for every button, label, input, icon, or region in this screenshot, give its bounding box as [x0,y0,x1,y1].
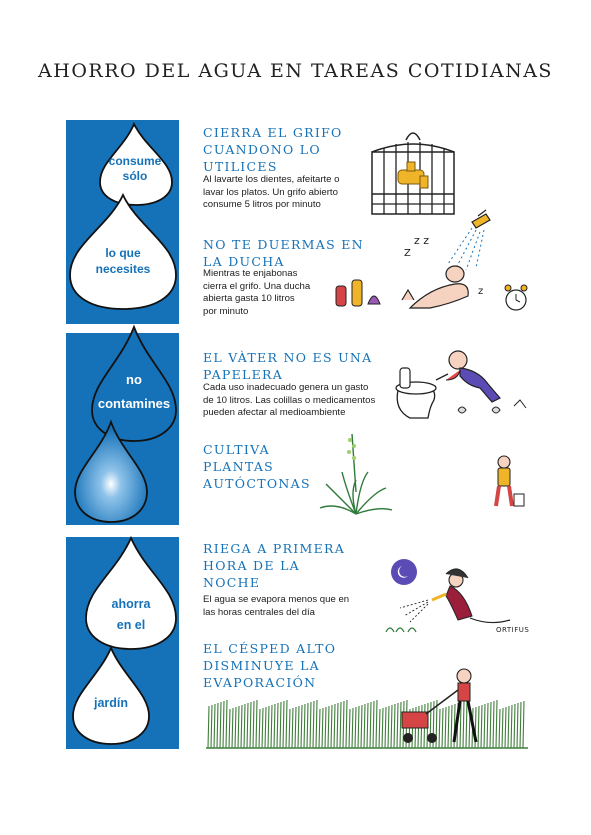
grass-blade [520,702,521,748]
grass-blade [349,709,350,748]
svg-text:z z: z z [414,234,430,247]
drop-text-jardin: jardín [93,696,129,710]
grass-blade [385,707,386,748]
grass-blade [481,705,482,748]
grass-blade [289,709,290,748]
lawnmower-grass-illustration [206,668,528,752]
grass-blade [307,703,308,748]
svg-text:Z: Z [404,248,411,259]
grass-blade [217,703,218,748]
grass-blade [262,708,263,748]
grass-blade [511,705,512,748]
grass-blade [358,706,359,748]
grass-blade [448,706,449,748]
tip-heading-vater: EL VÀTER NO ES UNA PAPELERA [203,350,373,382]
grass-blade [274,704,275,748]
grass-blade [355,707,356,748]
tip-heading-cesped: EL CÉSPED ALTO DISMINUYE LA EVAPORACIÓN [203,641,337,690]
toilet-trash-illustration [388,340,538,424]
grass-blade [319,709,320,748]
grass-blade [478,706,479,748]
grass-blade [502,708,503,748]
grass-blade [334,704,335,748]
grass-blade [376,700,377,748]
tip-text-vater: Cada uso inadecuado genera un gasto de 10 litros. Las colillas o medicamentos pueden afectar al medioambiente [203,382,376,418]
grass-blade [370,702,371,748]
grass-blade [397,703,398,748]
grass-blade [322,708,323,748]
grass-blade [256,700,257,748]
grass-blade [301,705,302,748]
drop-text-ahorra: ahorra en el [111,597,151,632]
grass-blade [271,705,272,748]
agave-plant-illustration [316,432,536,528]
grass-blade [391,705,392,748]
grass-blade [220,702,221,748]
grass-blade [442,708,443,748]
tip-text-riega: El agua se evapora menos que en las horas centrales del día [203,594,350,618]
artist-signature: ORTIFUS [496,626,530,634]
grass-blade [514,704,515,748]
grass-blade [400,702,401,748]
tip-heading-grifo: CIERRA EL GRIFO CUANDONO LO UTILICES [203,125,343,174]
grass-blade [523,701,524,748]
grass-blade [250,702,251,748]
grass-blade [241,705,242,748]
grass-blade [247,703,248,748]
tip-heading-ducha: NO TE DUERMAS EN LA DUCHA [203,237,364,269]
grass-blade [343,701,344,748]
grass-blade [208,706,209,748]
grass-blade [463,701,464,748]
grass-blade [316,700,317,748]
grass-blade [310,702,311,748]
grass-blade [328,706,329,748]
grass-blade [496,700,497,748]
water-drop-4 [72,420,150,524]
grass-blade [373,701,374,748]
grass-blade [235,707,236,748]
grass-blade [253,701,254,748]
grass-blade [451,705,452,748]
grass-blade [364,704,365,748]
tap-cage-illustration [362,124,462,220]
grass-blade [298,706,299,748]
tip-text-grifo: Al lavarte los dientes, afeitarte o lavar los platos. Un grifo abierto consume 5 litros por minuto [203,174,340,210]
drop-text-consume: consume sólo [108,154,162,183]
grass-blade [340,702,341,748]
tip-heading-plantas: CULTIVA PLANTAS AUTÓCTONAS [203,442,311,491]
grass-blade [493,701,494,748]
grass-blade [268,706,269,748]
grass-blade [508,706,509,748]
grass-blade [259,709,260,748]
grass-blade [313,701,314,748]
grass-blade [439,709,440,748]
grass-blade [361,705,362,748]
grass-blade [367,703,368,748]
tip-heading-riega: RIEGA A PRIMERA HORA DE LA NOCHE [203,541,346,590]
grass-blade [331,705,332,748]
grass-blade [445,707,446,748]
grass-blade [211,705,212,748]
grass-blade [292,708,293,748]
grass-blade [484,704,485,748]
grass-blade [388,706,389,748]
grass-blade [346,700,347,748]
grass-blade [280,702,281,748]
grass-blade [382,708,383,748]
grass-blade [352,708,353,748]
svg-text:z: z [478,286,484,297]
grass-blade [487,703,488,748]
grass-blade [265,707,266,748]
grass-blade [517,703,518,748]
grass-blade [499,709,500,748]
drop-text-necesites: lo que necesites [95,246,151,276]
grass-blade [238,706,239,748]
grass-blade [277,703,278,748]
drop-text-no-contamines: no contamines [97,372,171,411]
grass-blade [223,701,224,748]
grass-blade [283,701,284,748]
grass-blade [325,707,326,748]
grass-blade [505,707,506,748]
grass-blade [466,700,467,748]
grass-blade [214,704,215,748]
grass-blade [229,709,230,748]
page-title: AHORRO DEL AGUA EN TAREAS COTIDIANAS [38,60,553,82]
grass-blade [337,703,338,748]
grass-blade [394,704,395,748]
tip-text-ducha: Mientras te enjabonas cierra el grifo. Una ducha abierta gasta 10 litros por minuto [203,268,311,317]
grass-blade [226,700,227,748]
grass-blade [232,708,233,748]
grass-blade [490,702,491,748]
grass-blade [379,709,380,748]
grass-blade [286,700,287,748]
grass-blade [295,707,296,748]
grass-blade [244,704,245,748]
grass-blade [304,704,305,748]
sleeping-shower-illustration [330,208,540,318]
